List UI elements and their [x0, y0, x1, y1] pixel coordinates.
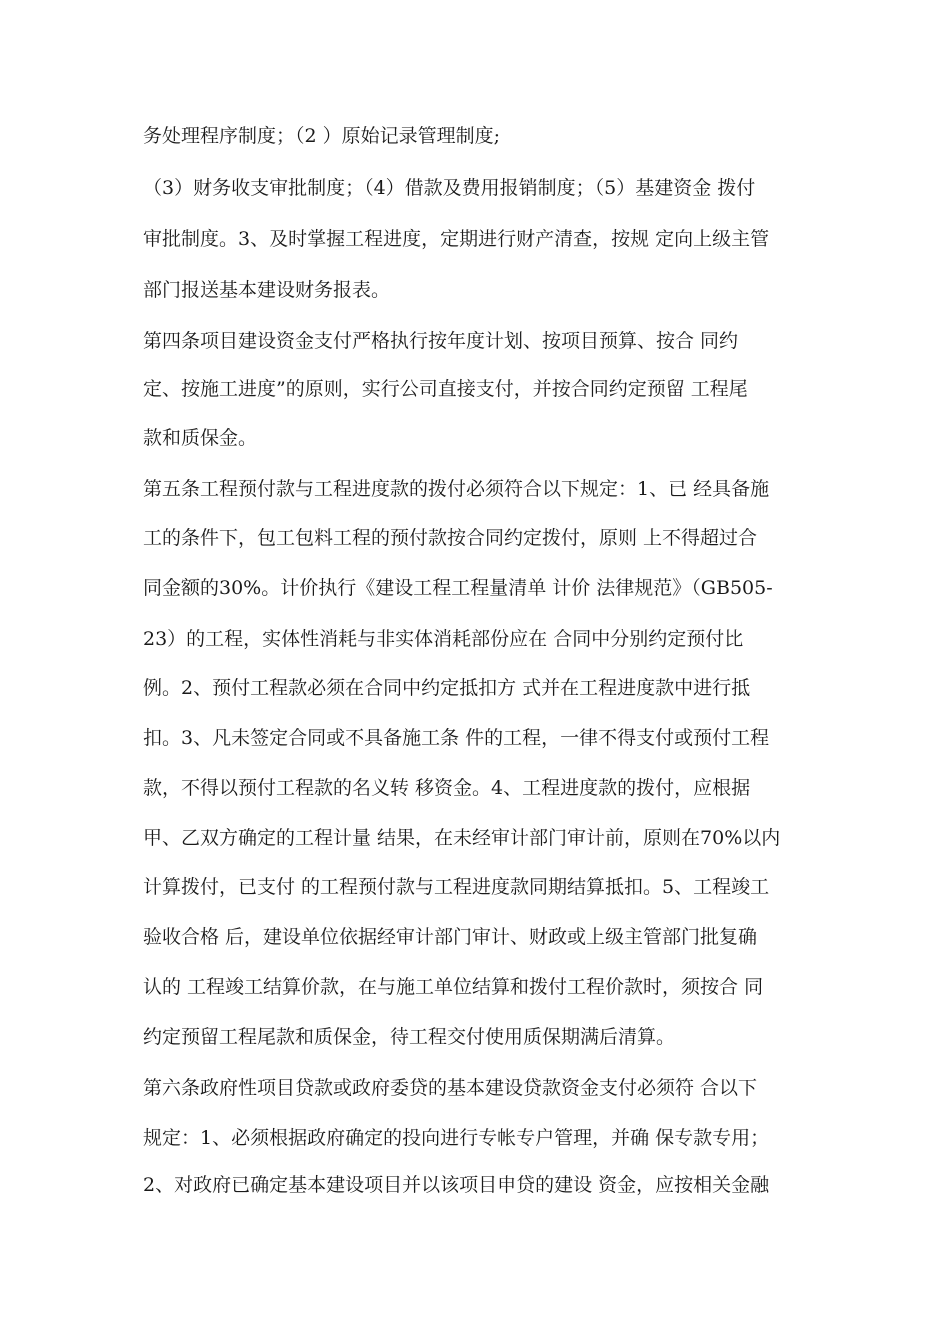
text-line: 第五条工程预付款与工程进度款的拨付必须符合以下规定：1、已 经具备施 — [143, 478, 770, 500]
text-line: 规定：1、必须根据政府确定的投向进行专帐专户管理，并确 保专款专用； — [143, 1127, 770, 1149]
text-line: 审批制度。3、及时掌握工程进度，定期进行财产清查，按规 定向上级主管 — [143, 228, 770, 250]
text-line: 2、对政府已确定基本建设项目并以该项目申贷的建设 资金，应按相关金融 — [143, 1174, 770, 1196]
text-line: 第四条项目建设资金支付严格执行按年度计划、按项目预算、按合 同约 — [143, 330, 739, 352]
text-line: 甲、乙双方确定的工程计量 结果，在未经审计部门审计前，原则在70%以内 — [143, 827, 781, 849]
text-line: 例。2、预付工程款必须在合同中约定抵扣方 式并在工程进度款中进行抵 — [143, 677, 751, 699]
text-line: 同金额的30%。计价执行《建设工程工程量清单 计价 法律规范》（GB505- — [143, 577, 773, 599]
text-line: 认的 工程竣工结算价款，在与施工单位结算和拨付工程价款时，须按合 同 — [143, 976, 764, 998]
text-line: （3）财务收支审批制度；（4）借款及费用报销制度；（5）基建资金 拨付 — [143, 177, 756, 199]
text-line: 计算拨付，已支付 的工程预付款与工程进度款同期结算抵扣。5、工程竣工 — [143, 876, 770, 898]
text-line: 第六条政府性项目贷款或政府委贷的基本建设贷款资金支付必须符 合以下 — [143, 1077, 758, 1099]
text-line: 款，不得以预付工程款的名义转 移资金。4、工程进度款的拨付，应根据 — [143, 777, 751, 799]
text-line: 务处理程序制度；（2 ）原始记录管理制度; — [143, 125, 501, 147]
text-line: 部门报送基本建设财务报表。 — [143, 279, 391, 301]
text-line: 工的条件下，包工包料工程的预付款按合同约定拨付，原则 上不得超过合 — [143, 527, 758, 549]
text-line: 款和质保金。 — [143, 427, 258, 449]
text-line: 扣。3、凡未签定合同或不具备施工条 件的工程，一律不得支付或预付工程 — [143, 727, 770, 749]
text-line: 定、按施工进度”的原则，实行公司直接支付，并按合同约定预留 工程尾 — [143, 378, 748, 400]
text-line: 23）的工程，实体性消耗与非实体消耗部份应在 合同中分别约定预付比 — [143, 628, 744, 650]
text-line: 约定预留工程尾款和质保金，待工程交付使用质保期满后清算。 — [143, 1026, 676, 1048]
text-line: 验收合格 后，建设单位依据经审计部门审计、财政或上级主管部门批复确 — [143, 926, 758, 948]
